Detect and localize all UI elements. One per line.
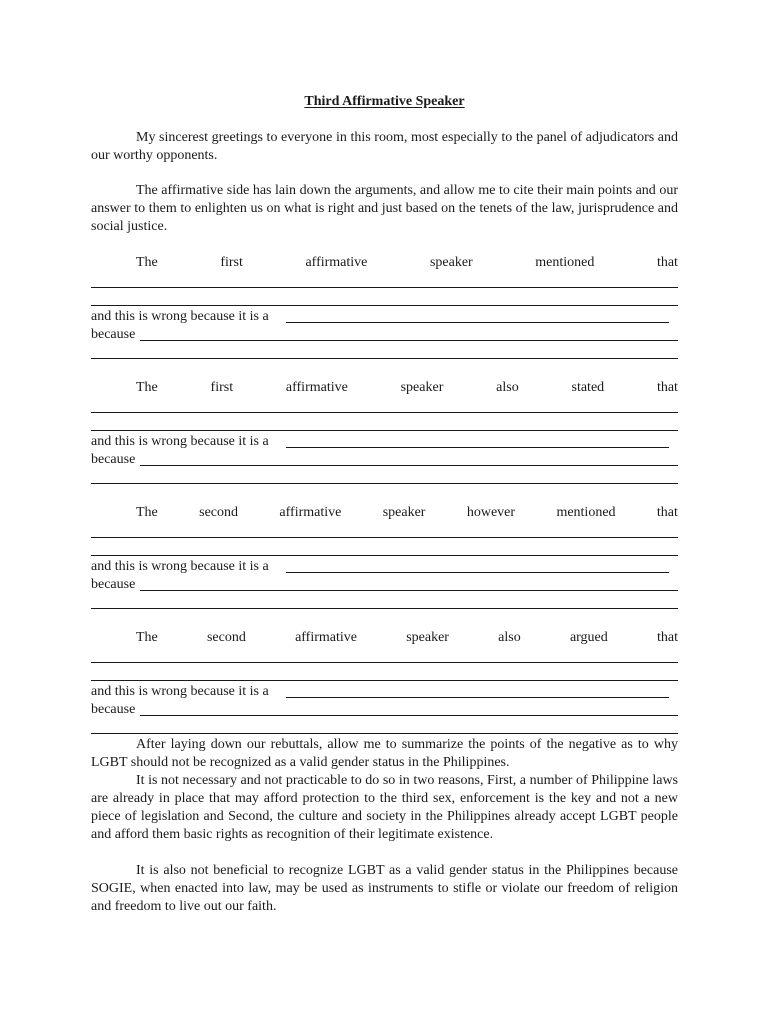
- answer-line[interactable]: [91, 680, 678, 681]
- answer-line[interactable]: [91, 555, 678, 556]
- word: also: [496, 380, 519, 395]
- wrong-label: and this is wrong because it is a: [91, 684, 269, 699]
- wrong-blank[interactable]: [286, 447, 669, 448]
- answer-line[interactable]: [91, 662, 678, 663]
- word: speaker: [429, 255, 473, 270]
- word: affirmative: [285, 380, 348, 395]
- wrong-label: and this is wrong because it is a: [91, 434, 269, 449]
- word: first: [220, 255, 243, 270]
- word: The: [136, 380, 158, 395]
- summary-paragraph-3: It is also not beneficial to recognize LGBT as a valid gender status in the Philippines because SOGIE, when enacted into law, may be used as instruments to stifle or violate our freedom of religion and freedom to live out our faith.: [91, 863, 678, 914]
- wrong-blank[interactable]: [286, 697, 669, 698]
- answer-line[interactable]: [91, 537, 678, 538]
- word: speaker: [400, 380, 444, 395]
- word: The: [136, 630, 158, 645]
- summary-paragraph-1: After laying down our rebuttals, allow me to summarize the points of the negative as to why LGBT should not be recognized as a valid gender status in the Philippines.: [91, 737, 678, 770]
- because-label: because: [91, 702, 136, 717]
- rebuttal-lead-line: [136, 254, 678, 272]
- word: first: [210, 380, 234, 395]
- because-row: [91, 701, 135, 719]
- rebuttal-lead-line: [136, 629, 678, 647]
- word: that: [656, 505, 678, 520]
- word: that: [656, 630, 678, 645]
- answer-line[interactable]: [91, 608, 678, 609]
- word: however: [466, 505, 516, 520]
- because-row: [91, 451, 135, 469]
- word: second: [206, 630, 246, 645]
- word: The: [136, 255, 158, 270]
- word: that: [656, 255, 678, 270]
- word: stated: [571, 380, 605, 395]
- word: affirmative: [279, 505, 342, 520]
- document-title: Third Affirmative Speaker: [304, 94, 465, 109]
- word: mentioned: [556, 505, 616, 520]
- because-row: [91, 576, 135, 594]
- wrong-row: [91, 683, 269, 701]
- because-blank[interactable]: [140, 465, 678, 466]
- rebuttal-lead-line: [136, 379, 678, 397]
- intro-paragraph: The affirmative side has lain down the arguments, and allow me to cite their main points and our answer to them to enlighten us on what is right and just based on the tenets of the law, jurisprudence and social justice.: [91, 183, 678, 234]
- word: argued: [569, 630, 608, 645]
- word: that: [656, 380, 678, 395]
- because-blank[interactable]: [140, 340, 678, 341]
- greeting-paragraph: My sincerest greetings to everyone in this room, most especially to the panel of adjudicators and our worthy opponents.: [91, 130, 678, 163]
- answer-line[interactable]: [91, 358, 678, 359]
- wrong-blank[interactable]: [286, 322, 669, 323]
- because-row: [91, 326, 135, 344]
- summary-paragraph-2: It is not necessary and not practicable to do so in two reasons, First, a number of Philippine laws are already in place that may afford protection to the third sex, enforcement is the key and not a new piece of legislation and Second, the culture and society in the Philippines already accept LGBT people and afford them basic rights as recognition of their legitimate existence.: [91, 773, 678, 842]
- word: also: [498, 630, 521, 645]
- rebuttal-lead-line: [136, 504, 678, 522]
- because-label: because: [91, 327, 136, 342]
- wrong-label: and this is wrong because it is a: [91, 559, 269, 574]
- answer-line[interactable]: [91, 305, 678, 306]
- wrong-row: [91, 308, 269, 326]
- word: second: [199, 505, 239, 520]
- word: affirmative: [295, 630, 357, 645]
- wrong-blank[interactable]: [286, 572, 669, 573]
- word: The: [136, 505, 158, 520]
- wrong-label: and this is wrong because it is a: [91, 309, 269, 324]
- answer-line[interactable]: [91, 483, 678, 484]
- word: mentioned: [535, 255, 595, 270]
- word: speaker: [406, 630, 449, 645]
- word: speaker: [382, 505, 426, 520]
- answer-line[interactable]: [91, 430, 678, 431]
- word: affirmative: [305, 255, 368, 270]
- wrong-row: [91, 558, 269, 576]
- because-label: because: [91, 577, 136, 592]
- answer-line[interactable]: [91, 412, 678, 413]
- because-blank[interactable]: [140, 590, 678, 591]
- because-label: because: [91, 452, 136, 467]
- wrong-row: [91, 433, 269, 451]
- answer-line[interactable]: [91, 287, 678, 288]
- because-blank[interactable]: [140, 715, 678, 716]
- answer-line[interactable]: [91, 733, 678, 734]
